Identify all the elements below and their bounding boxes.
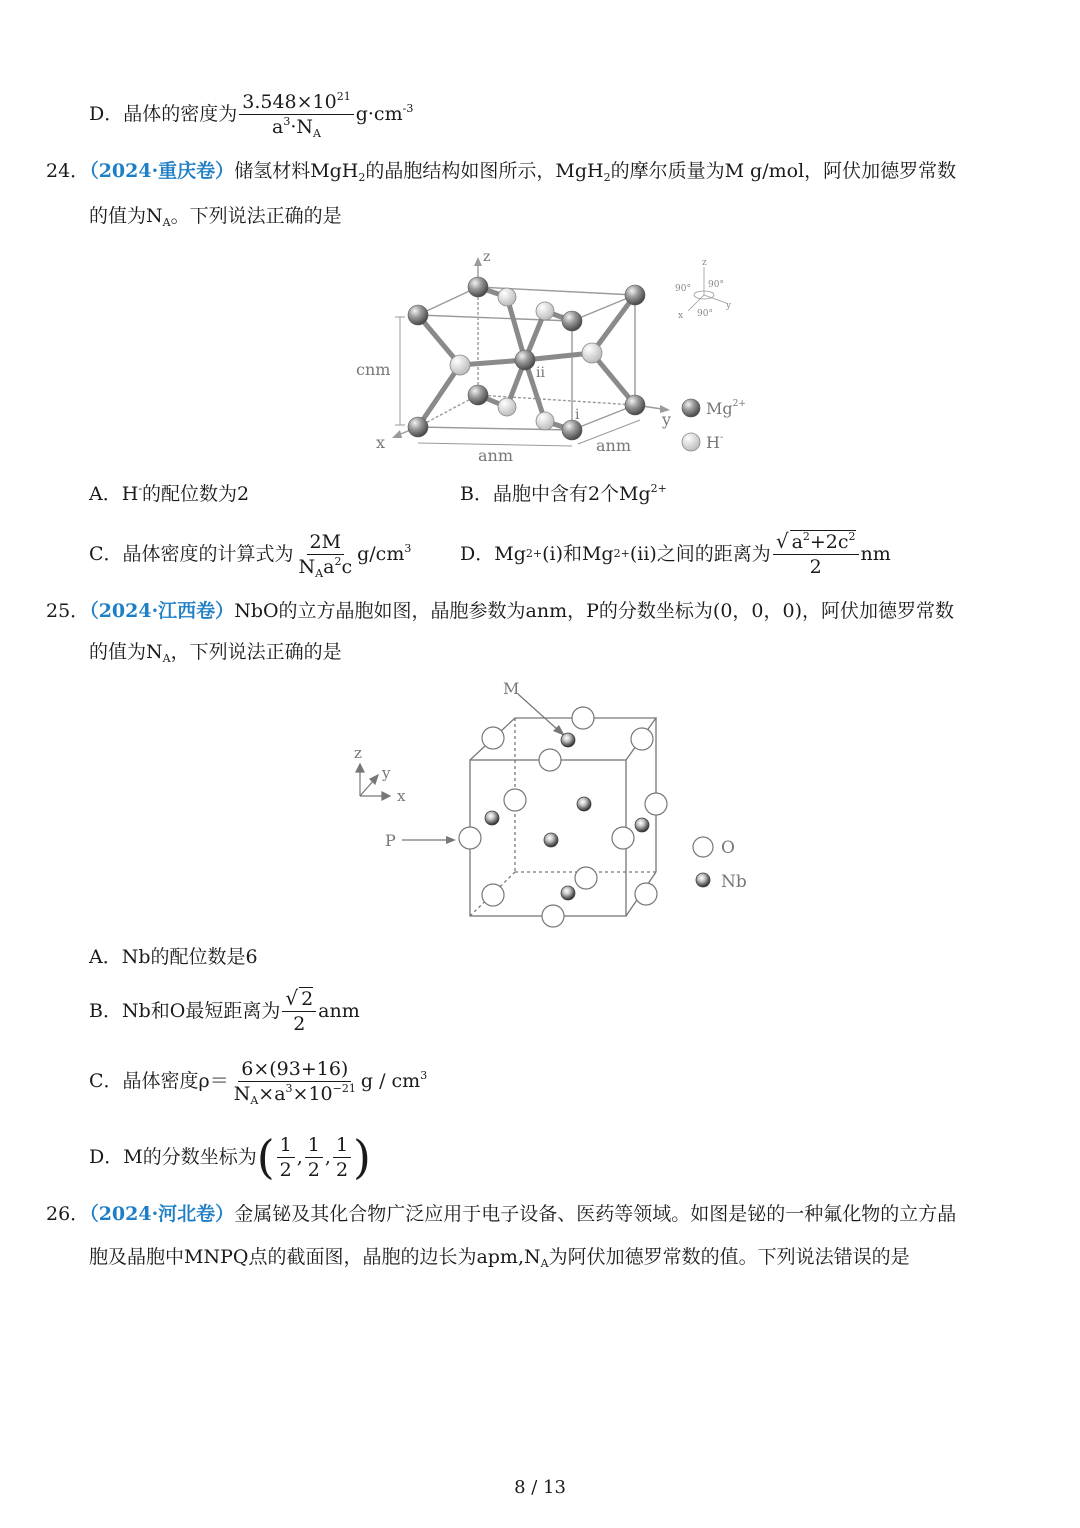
q25-label-p: P (385, 831, 396, 850)
q24-z-arrow (474, 257, 482, 266)
q24-gizmo-x: x (678, 311, 684, 321)
q25-axis-z: z (354, 744, 362, 762)
page-number: 8 / 13 (514, 1477, 566, 1498)
q25-option-a: A．Nb的配位数是6 (89, 946, 258, 968)
q24-c-fraction: $\frac{2M}{N_Aa^2c}$ (298, 530, 353, 580)
q25-option-b: B．Nb和O最短距离为 $\frac{√ 2}{2}$ anm (89, 986, 360, 1035)
q25-stem-line2: 的值为$N_A$，下列说法正确的是 (89, 641, 342, 665)
q23-d-unit: $g\cdot cm^{-3}$ (355, 102, 414, 125)
q23-option-d (89, 84, 413, 144)
q24-mgh2-cell-figure (340, 245, 760, 470)
q25-nbo-cell-figure (340, 672, 780, 934)
q25-axis-y: y (382, 764, 391, 782)
q24-label-anm-2: anm (596, 436, 632, 455)
q25-legend-o-icon (693, 837, 713, 857)
q23-density-fraction: $\frac{3.548\times 10^{21}}{a^3\cdot N_A}$ (239, 91, 354, 138)
q24-gizmo-z: z (702, 258, 707, 268)
left-paren-icon: ( (256, 1130, 275, 1184)
q25-b-fraction: $\frac{√ 2}{2}$ (282, 987, 316, 1035)
q24-stem-line2: 的值为$N_A$。下列说法正确的是 (89, 205, 342, 229)
q24-legend-mg-icon (682, 399, 700, 417)
q25-legend-nb-icon (696, 873, 710, 887)
q25-option-d: D．M的分数坐标为 ( $\frac{1}{2}$ , $\frac{1}{2}$ , $\frac{1}{2}$ ) (89, 1130, 371, 1184)
q25-number: 25． (46, 600, 90, 622)
q25-d-frac-2: $\frac{1}{2}$ (305, 1134, 323, 1181)
q25-nb-atoms (485, 733, 649, 900)
q24-axis-x: x (376, 433, 386, 452)
q24-option-d: D． Mg 2+ (i)和Mg 2+ (ii)之间的距离为 $\frac{√ a^2+2c^2}{2}$ nm (460, 529, 891, 578)
q25-source: （2024·江西卷） (89, 600, 235, 622)
sqrt-icon: √ (285, 986, 299, 1010)
q24-axis-y: y (662, 410, 672, 429)
q25-legend-o: O (721, 838, 735, 858)
q24-label-cnm: cnm (356, 360, 391, 379)
q24-legend-h-icon (682, 433, 700, 451)
q25-d-frac-3: $\frac{1}{2}$ (333, 1134, 351, 1181)
q24-x-arrow (392, 430, 402, 438)
q24-axis-z: z (483, 249, 491, 265)
q24-angle-3: 90° (697, 309, 713, 319)
q25-c-fraction: $\frac{6\times(93+16)}{N_A\times a^3\times 10^{-21}}$ (233, 1057, 356, 1107)
q25-axis-x: x (397, 787, 406, 805)
q24-label-i: i (575, 407, 580, 423)
q24-number: 24． (46, 160, 90, 182)
q24-label-anm-1: anm (478, 446, 514, 465)
q26-stem-line2: 胞及晶胞中MNPQ点的截面图，晶胞的边长为$apm,N_A$为阿伏加德罗常数的值。下列说法错误的是 (89, 1246, 910, 1270)
q26-source: （2024·河北卷） (89, 1203, 235, 1225)
q24-legend-h: H- (706, 432, 724, 452)
q24-option-b: B．晶胞中含有2个$Mg^{2+}$ (460, 482, 667, 505)
q24-option-a: A．H-的配位数为2 (89, 482, 250, 505)
q25-option-c: C．晶体密度ρ＝ $\frac{6\times(93+16)}{N_A\times a^3\times 10^{-21}}$ g / $cm^3$ (89, 1057, 428, 1107)
right-paren-icon: ) (353, 1130, 371, 1184)
q25-label-m: M (503, 679, 520, 698)
q24-angle-2: 90° (708, 280, 724, 290)
q26-stem-line1: 26．（2024·河北卷）金属铋及其化合物广泛应用于电子设备、医药等领域。如图是铋的一种氟化物的立方晶 (46, 1203, 957, 1225)
q24-stem-line1: 24．（2024·重庆卷）储氢材料MgH$_2$的晶胞结构如图所示，MgH$_2$的摩尔质量为M g/mol，阿伏加德罗常数 (46, 160, 957, 184)
sqrt-icon: √ (775, 529, 789, 553)
q25-m-arrow-line (518, 694, 558, 730)
q24-source: （2024·重庆卷） (89, 160, 235, 182)
q25-stem-line1: 25．（2024·江西卷）NbO的立方晶胞如图，晶胞参数为anm，P的分数坐标为(0，0，0)，阿伏加德罗常数 (46, 600, 955, 622)
q25-legend-nb: Nb (721, 872, 747, 892)
q24-label-ii: ii (536, 365, 545, 381)
q24-d-fraction: $\frac{√ a^2+2c^2}{2}$ (773, 530, 859, 578)
q24-gizmo-y: y (726, 301, 732, 311)
q25-d-frac-1: $\frac{1}{2}$ (277, 1134, 295, 1181)
q24-legend-mg: $Mg^{2+}$ (706, 399, 746, 418)
q24-option-c: C．晶体密度的计算式为 $\frac{2M}{N_Aa^2c}$ $g/cm^3$ (89, 530, 412, 580)
q25-p-arrow-head (446, 836, 456, 844)
q24-angle-1: 90° (675, 284, 691, 294)
q23-d-label: D．晶体的密度为 (89, 103, 238, 125)
q26-number: 26． (46, 1203, 90, 1225)
